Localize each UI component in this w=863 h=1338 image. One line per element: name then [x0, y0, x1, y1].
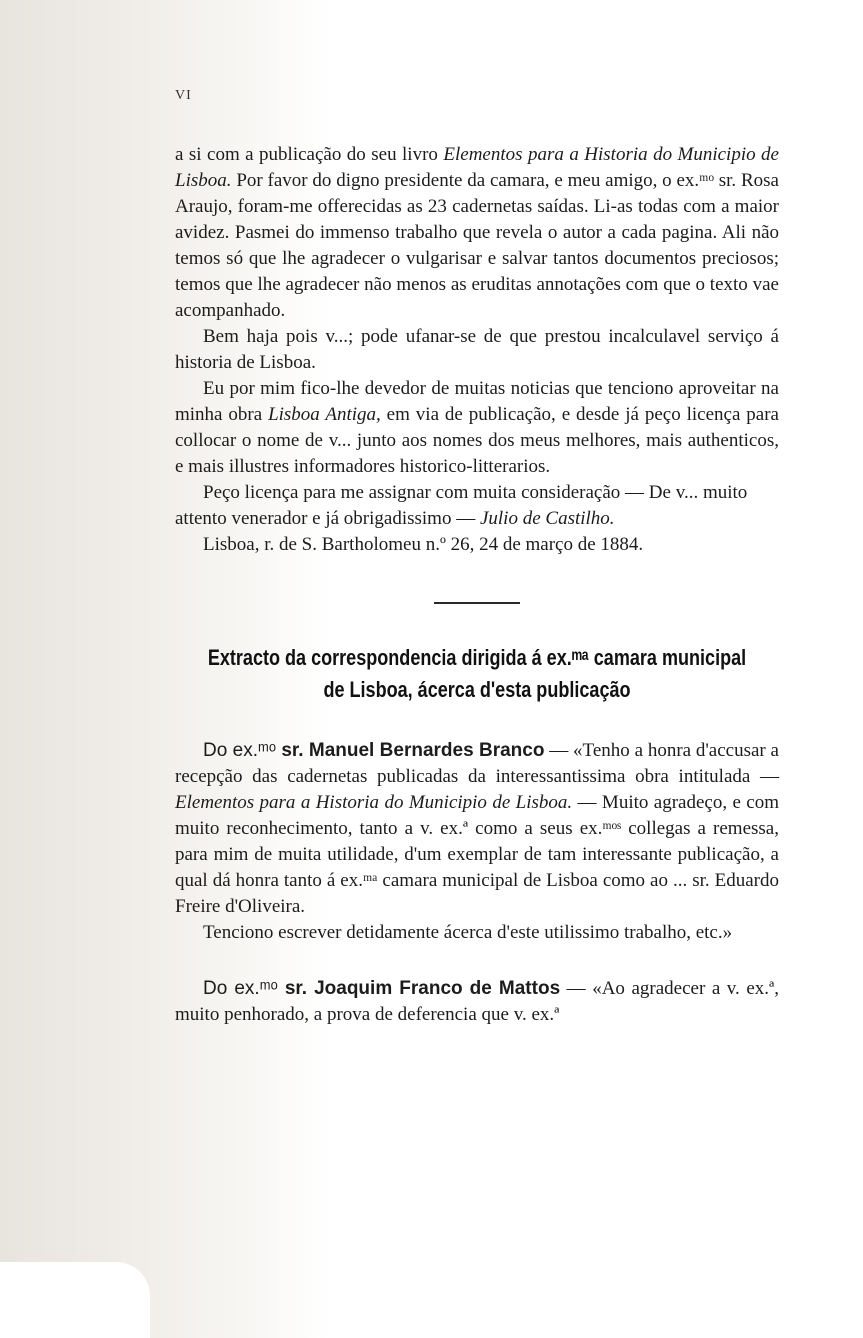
page-content [175, 88, 779, 1028]
signature: Julio de Castilho. [479, 508, 615, 529]
paragraph: a si com a publicação do seu livro Elementos para a Historia do Municipio de Lisboa. Por favor do digno presidente da camara, e meu amigo, o ex.ᵐᵒ sr. Rosa Araujo, foram-me offerecidas as 23 cadernetas saídas. Li-as todas com a maior avidez. Pasmei do immenso trabalho que revela o autor a cada pagina. Ali não temos só que lhe agradecer o vulgarisar e salvar tantos documentos preciosos; temos que lhe agradecer não menos as eruditas annotações com que o texto vae acompanhado. [175, 144, 779, 321]
paragraph: Do ex.ᵐᵒ sr. Manuel Bernardes Branco — «Tenho a honra d'accusar a recepção das cadernetas publicadas da interessantissima obra intitulada — Elementos para a Historia do Municipio de Lisboa. — Muito agradeço, e com muito reconhecimento, tanto a v. ex.ª como a seus ex.ᵐᵒˢ collegas a remessa, para mim de muita utilidade, d'um exemplar de tam interessante publicação, a qual dá honra tanto á ex.ᵐᵃ camara municipal de Lisboa como ao ... sr. Eduardo Freire d'Oliveira. [175, 740, 779, 917]
paragraph: Do ex.ᵐᵒ sr. Joaquim Franco de Mattos — «Ao agradecer a v. ex.ª, muito penhorado, a prova de deferencia que v. ex.ª [175, 978, 780, 1025]
letter-mattos [175, 976, 779, 1028]
book-title: Lisboa Antiga, [268, 404, 381, 425]
section-divider [434, 602, 520, 604]
section-heading: Extracto da correspondencia dirigida á ex.ᵐᵃ camara municipal de Lisboa, ácerca d'esta publicação [207, 645, 747, 702]
corner-blot [0, 1262, 150, 1338]
dateline: Lisboa, r. de S. Bartholomeu n.º 26, 24 de março de 1884. [203, 534, 644, 555]
paragraph: Tenciono escrever detidamente ácerca d'este utilissimo trabalho, etc.» [203, 922, 733, 943]
paragraph: Eu por mim fico-lhe devedor de muitas noticias que tenciono aproveitar na minha obra Lisboa Antiga, em via de publicação, e desde já peço licença para collocar o nome de v... junto aos nomes dos meus melhores, mais authenticos, e mais illustres informadores historico-litterarios. [175, 378, 779, 477]
page-number: VI [175, 88, 192, 103]
signature-paragraph: Peço licença para me assignar com muita consideração — De v... muito attento venerador e já obrigadissimo — Julio de Castilho. [175, 482, 748, 529]
letter-branco [175, 738, 779, 946]
correspondent-name: sr. Manuel Bernardes Branco [281, 740, 545, 761]
paragraph: Bem haja pois v...; pode ufanar-se de que prestou incalculavel serviço á historia de Lisboa. [175, 326, 779, 373]
spacer [175, 946, 779, 976]
correspondent-name: sr. Joaquim Franco de Mattos [284, 978, 561, 999]
book-title: Elementos para a Historia do Municipio de Lisboa. [175, 792, 573, 813]
book-title: Elementos para a Historia do Municipio de Lisboa. [175, 144, 779, 191]
letter-castilho [175, 142, 779, 558]
